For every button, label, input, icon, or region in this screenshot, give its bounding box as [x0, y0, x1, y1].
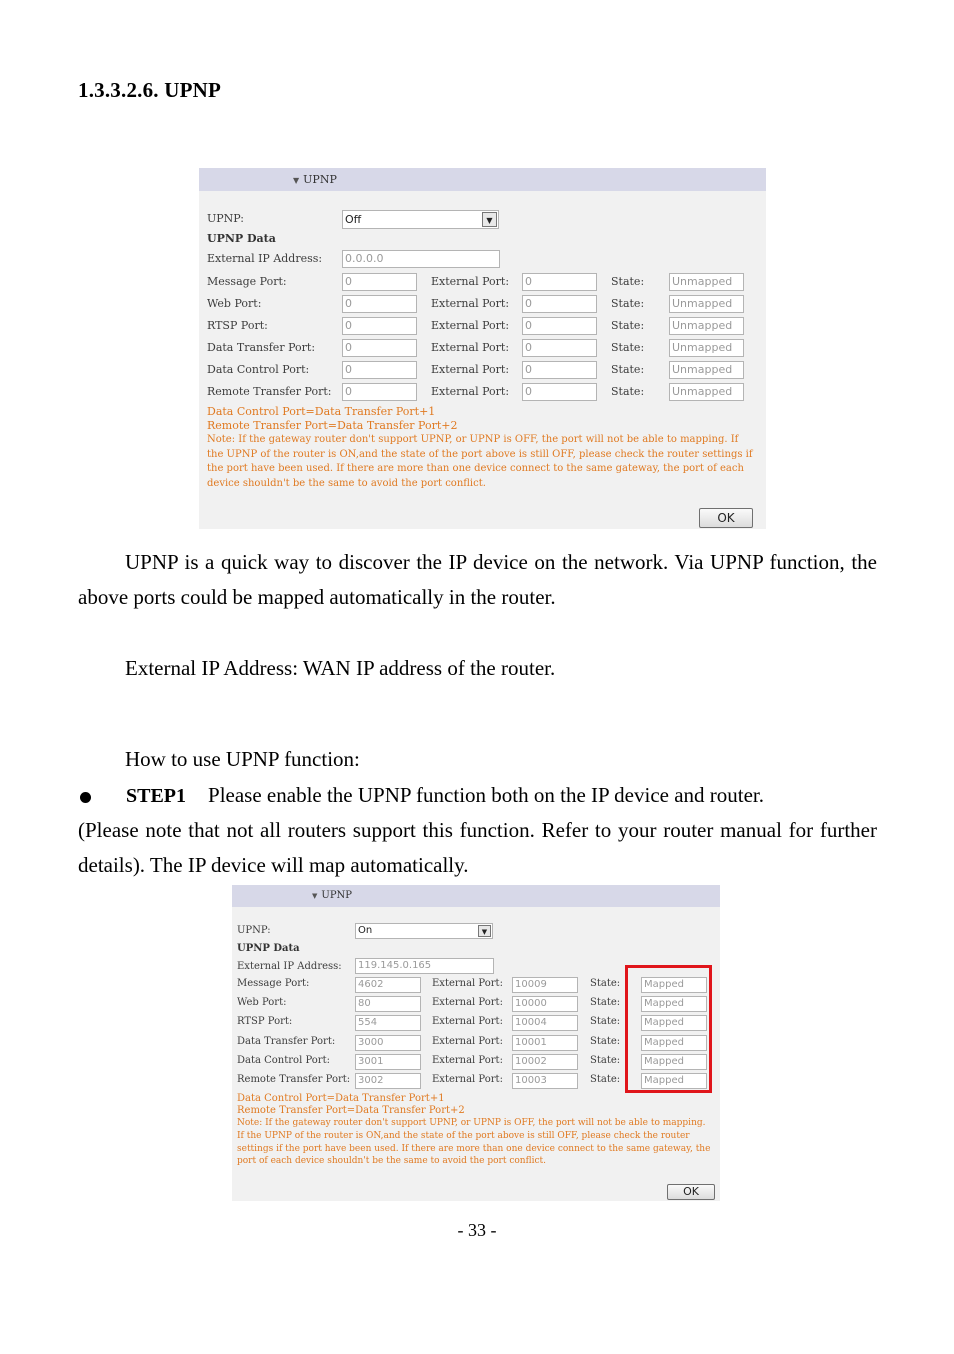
port-row-label: Remote Transfer Port: [237, 1074, 351, 1085]
panel-title: UPNP [321, 890, 353, 901]
panel-titlebar [199, 168, 766, 191]
upnp-select[interactable] [342, 210, 499, 229]
state-label: State: [590, 978, 621, 989]
state-label: State: [590, 1054, 621, 1066]
step1-label: STEP1 [126, 785, 187, 807]
port-field[interactable]: 0 [342, 317, 417, 335]
note-text: Note: If the gateway router don't support UPNP, or UPNP is OFF, the port will not be able to mapping. If the UPNP of the router is ON,and the state of the port above is still OFF, please check the router settings if the port have been used. If there are more than one device connect to the same gateway, the port of each device shouldn't be the same to avoid the port conflict. [207, 434, 753, 489]
port-row-label: RTSP Port: [207, 319, 268, 332]
state-field: Mapped [641, 996, 707, 1012]
collapse-arrow-icon[interactable]: ▼ [312, 892, 318, 900]
external-port-label: External Port: [432, 997, 503, 1009]
chevron-down-icon[interactable]: ▼ [478, 925, 491, 937]
port-field[interactable]: 80 [355, 996, 421, 1012]
state-field: Mapped [641, 1054, 707, 1070]
mapped-state-highlight [625, 965, 712, 1093]
external-port-label: External Port: [431, 363, 510, 376]
port-field[interactable]: 0 [342, 361, 417, 379]
external-port-field[interactable]: 0 [522, 383, 597, 401]
state-field: Mapped [641, 1073, 707, 1089]
upnp-select[interactable] [355, 923, 493, 939]
page-number: - 33 - [457, 1220, 497, 1240]
port-row-label: Data Control Port: [207, 363, 310, 376]
external-port-label: External Port: [431, 319, 510, 332]
upnp-label: UPNP: [237, 925, 271, 936]
panel-titlebar [232, 885, 720, 907]
upnp-data-heading: UPNP Data [237, 943, 300, 954]
state-field: Unmapped [669, 361, 744, 379]
state-field: Mapped [641, 977, 707, 993]
chevron-down-icon[interactable]: ▼ [482, 212, 497, 227]
port-field[interactable]: 0 [342, 273, 417, 291]
port-row-label: Web Port: [207, 297, 262, 310]
step1-text: Please enable the UPNP function both on the IP device and router. [208, 783, 765, 807]
external-port-label: External Port: [432, 978, 503, 989]
state-field: Unmapped [669, 383, 744, 401]
state-label: State: [590, 1074, 621, 1085]
ext-ip-field[interactable]: 0.0.0.0 [342, 250, 500, 268]
collapse-arrow-icon[interactable]: ▼ [293, 176, 300, 185]
state-label: State: [590, 997, 621, 1009]
port-field[interactable]: 554 [355, 1015, 421, 1031]
port-row-label: Data Transfer Port: [207, 341, 316, 354]
external-port-field[interactable]: 10000 [512, 996, 578, 1012]
ok-button[interactable]: OK [699, 508, 753, 528]
port-field[interactable]: 0 [342, 383, 417, 401]
note-data-control: Data Control Port=Data Transfer Port+1 [207, 405, 436, 418]
state-field: Unmapped [669, 339, 744, 357]
external-port-field[interactable]: 0 [522, 361, 597, 379]
state-label: State: [590, 1035, 621, 1047]
note-text: Note: If the gateway router don't support UPNP, or UPNP is OFF, the port will not be able to mapping. If the UPNP of the router is ON,and the state of the port above is still OFF, please check the router settings if the port have been used. If there are more than one device connect to the same gateway, the port of each device shouldn't be the same to avoid the port conflict. [237, 1118, 711, 1167]
external-port-field[interactable]: 0 [522, 273, 597, 291]
ok-button[interactable]: OK [667, 1184, 715, 1200]
port-row-label: Message Port: [207, 275, 287, 288]
port-field[interactable]: 4602 [355, 977, 421, 993]
external-port-field[interactable]: 10003 [512, 1073, 578, 1089]
paragraph-upnp-intro: UPNP is a quick way to discover the IP device on the network. Via UPNP function, the above ports could be mapped automatically in the router. [78, 550, 877, 609]
port-field[interactable]: 3002 [355, 1073, 421, 1089]
external-port-label: External Port: [432, 1054, 503, 1066]
state-label: State: [611, 297, 645, 310]
external-port-field[interactable]: 10001 [512, 1035, 578, 1051]
state-field: Unmapped [669, 273, 744, 291]
note-remote-transfer: Remote Transfer Port=Data Transfer Port+2 [237, 1105, 465, 1116]
port-field[interactable]: 3000 [355, 1035, 421, 1051]
external-port-field[interactable]: 10009 [512, 977, 578, 993]
bullet-icon [80, 792, 91, 803]
ext-ip-label: External IP Address: [207, 252, 323, 265]
external-port-field[interactable]: 10002 [512, 1054, 578, 1070]
external-port-label: External Port: [432, 1016, 503, 1028]
external-port-field[interactable]: 0 [522, 295, 597, 313]
ext-ip-field[interactable]: 119.145.0.165 [355, 958, 494, 974]
state-label: State: [611, 341, 645, 354]
port-row-label: RTSP Port: [237, 1016, 293, 1028]
external-port-field[interactable]: 0 [522, 339, 597, 357]
paragraph-router-note: (Please note that not all routers support this function. Refer to your router manual for further details). The IP device will map automatically. [78, 818, 877, 877]
state-field: Unmapped [669, 295, 744, 313]
upnp-label: UPNP: [207, 212, 245, 225]
external-port-label: External Port: [432, 1074, 503, 1085]
state-field: Unmapped [669, 317, 744, 335]
panel-title: UPNP [303, 173, 337, 186]
ext-ip-label: External IP Address: [237, 961, 342, 972]
state-label: State: [611, 363, 645, 376]
note-remote-transfer: Remote Transfer Port=Data Transfer Port+2 [207, 419, 458, 432]
paragraph-how-to: How to use UPNP function: [125, 747, 360, 771]
port-field[interactable]: 3001 [355, 1054, 421, 1070]
state-field: Mapped [641, 1035, 707, 1051]
port-field[interactable]: 0 [342, 295, 417, 313]
port-row-label: Web Port: [237, 997, 287, 1009]
external-port-label: External Port: [431, 297, 510, 310]
external-port-label: External Port: [431, 385, 510, 398]
step1-line [78, 778, 877, 814]
upnp-data-heading: UPNP Data [207, 232, 276, 245]
external-port-field[interactable]: 0 [522, 317, 597, 335]
port-row-label: Message Port: [237, 978, 310, 989]
external-port-label: External Port: [431, 341, 510, 354]
port-row-label: Data Transfer Port: [237, 1035, 336, 1047]
upnp-select-value: On [358, 925, 373, 936]
section-heading: 1.3.3.2.6. UPNP [78, 78, 221, 102]
external-port-label: External Port: [432, 1035, 503, 1047]
port-row-label: Data Control Port: [237, 1054, 330, 1066]
state-label: State: [611, 275, 645, 288]
port-row-label: Remote Transfer Port: [207, 385, 332, 398]
port-field[interactable]: 0 [342, 339, 417, 357]
external-port-label: External Port: [431, 275, 510, 288]
note-data-control: Data Control Port=Data Transfer Port+1 [237, 1093, 445, 1104]
state-field: Mapped [641, 1015, 707, 1031]
paragraph-external-ip: External IP Address: WAN IP address of the router. [125, 656, 556, 680]
state-label: State: [590, 1016, 621, 1028]
upnp-panel-off [199, 168, 766, 529]
external-port-field[interactable]: 10004 [512, 1015, 578, 1031]
state-label: State: [611, 319, 645, 332]
upnp-select-value: Off [345, 213, 362, 226]
upnp-panel-on [232, 885, 720, 1201]
state-label: State: [611, 385, 645, 398]
